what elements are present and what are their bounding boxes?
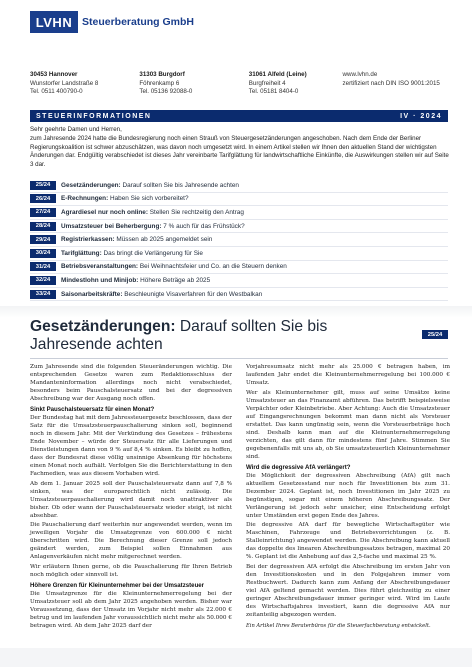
page-footer-band [0,648,472,667]
intro-text [30,126,450,170]
toc-item[interactable] [30,274,448,288]
toc-subtitle: 7 % auch für das Frühstück? [161,222,245,230]
office-city: 31303 Burgdorf [139,71,185,78]
office-hannover [30,71,139,97]
toc-badge: 33/24 [30,290,56,299]
article-paragraph: Die degressive AfA darf für bewegliche Wirtschaftsgüter wie Maschinen, Fahrzeuge und Betriebsvorrichtungen (z. B. Stalleinrichtung) angewendet werden. Die Abschreibung kann aktuell das doppelte des linearen Abschreibungssatzes betragen, maximal 20 %. Geplant ist die Anhebung auf das 2,5-fache und maximal 25 %. [246,522,450,560]
article-footnote: Ein Artikel Ihres Beraterbüros für die Steuerfachberatung entwickelt. [246,622,431,629]
toc-topic: Agrardiesel nur noch online: [61,208,148,216]
toc-badge: 31/24 [30,262,56,271]
office-street: Föhrenkamp 6 [139,79,180,87]
article-paragraph: Wer als Kleinunternehmer gilt, muss auf seine Umsätze keine Umsatzsteuer an das Finanzamt abführen. Das betrifft beispielsweise Verpächter oder Kleinbetriebe. Aber Achtung: Auch die Umsatzsteuer auf Eingangsrechnungen bekommt man dann nicht als Vorsteuer erstattet. Das kann ungünstig sein, wenn die Vorsteuerbeträge hoch sind. Deshalb kann man auf die Kleinunternehmerregelung verzichten, das gilt dann für mindestens fünf Jahre. Stimmen Sie gegebenenfalls mit uns ab, ob Sie umsatzsteuerlich Kleinunternehmer sind. [246,389,450,460]
article-rule [30,358,448,359]
article-paragraph: Zum Jahresende sind die folgenden Steueränderungen wichtig. Die entsprechenden Gesetze waren zum Redaktionsschluss der Mandanteninformation allerdings noch nicht verabschiedet, besonders beim Pauschalsteuersatz und bei der degressiven Abschreibung war der Ausgang noch offen. [30,364,232,402]
toc-topic: Saisonarbeitskräfte: [61,290,123,298]
intro-paragraph: zum Jahresende 2024 hatte die Bundesregierung noch einen Strauß von Steuergesetzänderungen angeschoben. Nach dem Ende der Berliner Regierungskoalition ist schwer abzuschätzen, was davon noch umgesetzt wird. In einem Artikel stellen wir Ihnen den aktuellen Stand der wichtigsten Änderungen dar. Endgültig verabschiedet ist dieses Jahr vereinbarte Tarifglättung für landwirtschaftliche Einkünfte, die Auswirkungen stellen wir auf Seite 3 dar. [30,134,449,169]
toc-item[interactable] [30,288,448,302]
toc-badge: 29/24 [30,235,56,244]
toc-badge: 27/24 [30,208,56,217]
toc-subtitle: Beschleunigte Visaverfahren für den Westbalkan [122,290,263,298]
article-title-subtitle: Darauf sollten Sie bis Jahresende achten [30,318,328,353]
article-paragraph: Die Möglichkeit der degressiven Abschreibung (AfA) gilt nach aktuellem Gesetzesstand nur noch für Investitionen bis zum 31. Dezember 2024. Geplant ist, noch Investitionen im Jahr 2025 zu begünstigen, sogar mit einem höheren Abschreibungssatz. Der Verlängerung ist jedoch sehr unsicher, eine Entscheidung erfolgt unter Umständen erst gegen Ende des Jahres. [246,472,450,519]
table-of-contents [30,179,448,301]
toc-subtitle: Darauf sollten Sie bis Jahresende achten [120,181,239,189]
office-phone: Tel. 0511 400790-0 [30,88,83,96]
certification: zertifiziert nach DIN ISO 9001:2015 [342,79,440,87]
article-subheading: Wird die degressive AfA verlängert? [246,463,351,471]
article-subheading: Höhere Grenzen für Kleinunternehmer bei der Umsatzsteuer [30,581,205,589]
article-title-topic: Gesetzänderungen: [30,318,176,335]
bar-title: STEUERINFORMATIONEN [36,112,152,120]
toc-item[interactable] [30,247,448,261]
article-title [30,318,390,354]
section-bar [30,110,448,122]
article-paragraph: Die Pauschalierung darf weiterhin nur angewendet werden, wenn im jeweiligen Vorjahr die Umsatzgrenze von 600.000 € nicht überschritten wird. Die Berechnung dieser Grenze soll jedoch geändert werden, zum Beispiel sollen Einnahmen aus Anlagenverkäufen nicht mehr mitgerechnet werden. [30,522,232,560]
toc-badge: 25/24 [30,181,56,190]
toc-topic: Gesetzänderungen: [61,181,121,189]
toc-item[interactable] [30,206,448,220]
office-phone: Tel. 05181 8404-0 [248,88,299,96]
toc-subtitle: Stellen Sie rechtzeitig den Antrag [148,208,244,216]
article-paragraph: Bei der degressiven AfA erfolgt die Abschreibung im ersten Jahr von den Investitionskosten und in den Folgejahren immer vom Restbuchwert. Dadurch kann zum Anfang der Abschreibungsdauer viel AfA geltend gemacht werden. Dies führt gleichzeitig zu einer geringer Abschreibungsdauer immer geringer wird. Wird im Laufe des Wirtschaftsjahres investiert, kann die degressive AfA nur zeitanteilig abgezogen werden. [246,563,450,618]
office-city: 30453 Hannover [30,71,78,78]
office-street: Wunstorfer Landstraße 8 [30,79,99,87]
toc-item[interactable] [30,193,448,207]
office-phone: Tel. 05136 92088-0 [139,88,193,96]
article-paragraph: Der Bundestag hat mit dem Jahressteuergesetz beschlossen, dass der Satz für die Umsatzsteuerpauschalierung sinken soll, beginnend noch in diesem Jahr. Mit der Verkündung des Gesetzes – frühestens Ende November – würde der Steuersatz für alle Lieferungen und Dienstleistungen dann von 9 % auf 8,4 % sinken. Es bleibt zu hoffen, dass der Bundesrat diese völlig unsinnige Absenkung für höchstens einen Monat noch aufhält. Verfolgen Sie die Berichterstattung in den Fachmedien, was aus diesem Vorhaben wird. [30,415,232,477]
issue-number: IV · 2024 [400,112,442,120]
greeting: Sehr geehrte Damen und Herren, [30,126,122,133]
company-name: Steuerberatung GmbH [82,16,195,28]
company-logo[interactable] [30,11,194,33]
article-paragraph: Ab dem 1. Januar 2025 soll der Pauschalsteuersatz dann auf 7,8 % sinken, was der europarechtlich nicht zulässig. Die Umsatzsteuerpauschalierung wird damit noch unattraktiver als bisher. Ob oder wann der Pauschalsteuersatz wieder steigt, ist nicht absehbar. [30,480,232,519]
toc-topic: E-Rechnungen: [61,195,109,203]
toc-topic: Tarifglättung: [61,249,102,257]
toc-subtitle: Bei Weihnachtsfeier und Co. an die Steuern denken [138,263,287,271]
office-burgdorf [139,71,248,97]
logo-mark: LVHN [30,11,78,33]
article-column-left [30,363,232,631]
toc-subtitle: Müssen ab 2025 angemeldet sein [114,236,213,244]
toc-badge: 26/24 [30,194,56,203]
toc-subtitle: Haben Sie sich vorbereitet? [108,195,189,203]
toc-subtitle: Höhere Beträge ab 2025 [138,276,211,284]
toc-topic: Mindestlohn und Minijob: [61,276,139,284]
website-info [343,71,450,97]
toc-topic: Registrierkassen: [61,236,115,244]
office-street: Burgfreiheit 4 [248,79,286,87]
office-addresses [30,71,450,97]
toc-badge: 28/24 [30,222,56,231]
toc-item[interactable] [30,261,448,275]
article-column-right [246,363,450,631]
toc-item[interactable] [30,179,448,193]
article-paragraph: Vorjahresumsatz nicht mehr als 25.000 € betragen haben, im laufenden Jahr endet die Kleinunternehmerregelung bei 100.000 € Umsatz. [246,364,450,386]
office-city: 31061 Alfeld (Leine) [248,71,307,78]
article-badge: 25/24 [422,330,448,339]
office-alfeld [249,71,343,97]
toc-item[interactable] [30,233,448,247]
toc-subtitle: Das bringt die Verlängerung für Sie [101,249,203,257]
toc-item[interactable] [30,220,448,234]
article-subheading: Sinkt Pauschalsteuersatz für einen Monat? [30,406,155,413]
toc-badge: 30/24 [30,249,56,258]
website-link[interactable]: www.lvhn.de [342,71,378,78]
letterhead [0,0,472,68]
article-paragraph: Wir erläutern Ihnen gerne, ob die Pauschalierung für Ihren Betrieb noch möglich oder sinnvoll ist. [30,563,232,578]
toc-badge: 32/24 [30,276,56,285]
section-divider [0,306,472,318]
toc-topic: Umsatzsteuer bei Beherbergung: [61,222,162,230]
article-paragraph: Die Umsatzgrenze für die Kleinunternehmerregelung bei der Umsatzsteuer soll ab dem Jahr 2025 angehoben werden. Bisher war Voraussetzung, dass der Umsatz im Vorjahr nicht mehr als 22.000 € betrug und im laufenden Jahr voraussichtlich nicht mehr als 50.000 € betragen wird. Ab dem Jahr 2025 darf der [30,590,232,629]
toc-topic: Betriebsveranstaltungen: [61,263,139,271]
